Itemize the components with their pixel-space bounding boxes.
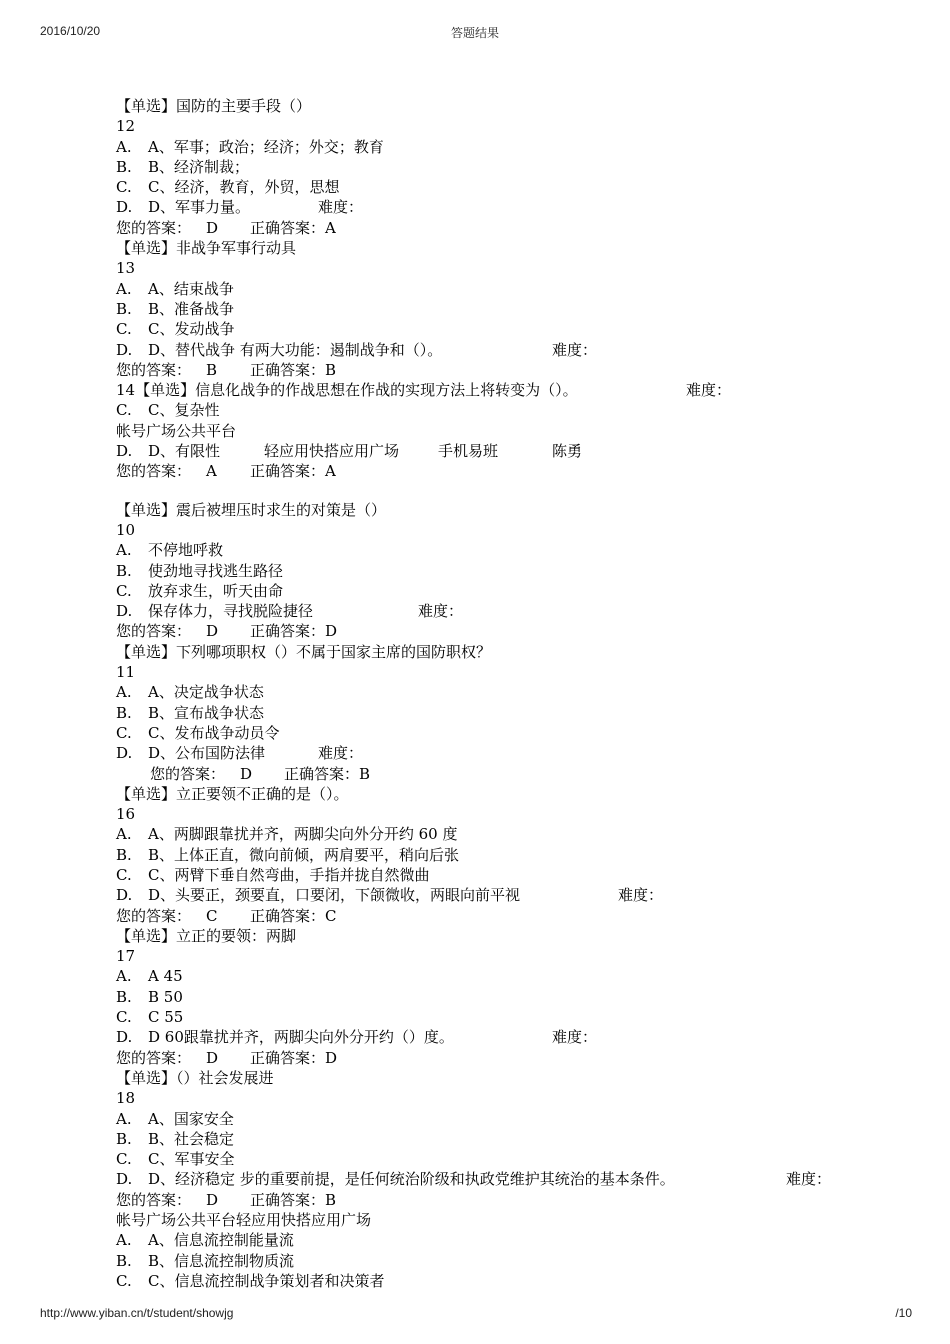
- line-text: A.: [116, 967, 132, 986]
- text-line: [116, 764, 916, 784]
- print-date: 2016/10/20: [40, 24, 101, 38]
- line-segment: A、军事；政治；经济；外交；教育: [148, 137, 384, 156]
- line-segment: 难度：: [552, 1028, 598, 1047]
- line-segment: B、社会稳定: [148, 1129, 235, 1148]
- text-line: [116, 743, 916, 763]
- text-line: [116, 1088, 916, 1108]
- line-text: D.: [116, 198, 133, 217]
- line-text: 16: [116, 805, 136, 824]
- text-line: [116, 784, 916, 804]
- text-line: [116, 1169, 916, 1189]
- line-segment: 正确答案：A: [250, 218, 336, 237]
- line-segment: 难度：: [318, 198, 364, 217]
- text-line: [116, 1068, 916, 1088]
- line-text: 14【单选】信息化战争的作战思想在作战的实现方法上将转变为（）。: [116, 381, 578, 400]
- quiz-results-list: [116, 96, 916, 1291]
- line-text: A.: [116, 1231, 132, 1250]
- line-text: A.: [116, 825, 132, 844]
- text-line: [116, 299, 916, 319]
- line-segment: 难度：: [686, 381, 732, 400]
- line-text: D.: [116, 602, 133, 621]
- text-line: [116, 1007, 916, 1027]
- line-text: C.: [116, 178, 132, 197]
- text-line: [116, 987, 916, 1007]
- text-line: [116, 845, 916, 865]
- text-line: [116, 500, 916, 520]
- text-line: [116, 360, 916, 380]
- line-text: D.: [116, 886, 133, 905]
- text-line: [116, 400, 916, 420]
- text-line: [116, 662, 916, 682]
- line-segment: 陈勇: [552, 442, 583, 461]
- text-line: [116, 865, 916, 885]
- line-text: C.: [116, 1271, 132, 1290]
- line-text: 【单选】震后被埋压时求生的对策是（）: [116, 500, 387, 519]
- line-segment: A、决定战争状态: [148, 683, 264, 702]
- line-text: A.: [116, 683, 132, 702]
- text-line: [116, 157, 916, 177]
- line-segment: 正确答案：C: [250, 906, 337, 925]
- text-line: [116, 340, 916, 360]
- line-text: D.: [116, 442, 133, 461]
- line-segment: C、信息流控制战争策划者和决策者: [148, 1271, 385, 1290]
- line-text: C.: [116, 401, 132, 420]
- line-text: 帐号广场公共平台轻应用快搭应用广场: [116, 1211, 372, 1230]
- text-line: [116, 197, 916, 217]
- text-line: [116, 926, 916, 946]
- line-segment: 正确答案：D: [250, 1048, 338, 1067]
- text-line: [116, 885, 916, 905]
- text-line: [116, 946, 916, 966]
- line-segment: 正确答案：A: [250, 462, 336, 481]
- line-text: B.: [116, 1251, 132, 1270]
- line-text: D.: [116, 1028, 133, 1047]
- text-line: [116, 966, 916, 986]
- line-text: 您的答案：: [116, 218, 192, 237]
- line-segment: 正确答案：B: [250, 1190, 337, 1209]
- text-line: [116, 1129, 916, 1149]
- text-line: [116, 258, 916, 278]
- line-segment: C、军事安全: [148, 1150, 235, 1169]
- line-text: 【单选】非战争军事行动具: [116, 239, 297, 258]
- line-segment: D: [206, 622, 219, 641]
- text-line: [116, 723, 916, 743]
- line-text: A.: [116, 279, 132, 298]
- line-text: A.: [116, 1109, 132, 1128]
- line-text: B.: [116, 703, 132, 722]
- line-segment: D、公布国防法律: [148, 744, 266, 763]
- text-line: [116, 279, 916, 299]
- line-text: 帐号广场公共平台: [116, 421, 237, 440]
- line-segment: C、经济，教育，外贸，思想: [148, 178, 340, 197]
- text-line: [116, 703, 916, 723]
- line-segment: 保存体力，寻找脱险捷径: [148, 602, 314, 621]
- line-text: 17: [116, 947, 136, 966]
- line-text: 18: [116, 1089, 136, 1108]
- line-segment: D 60跟靠扰并齐，两脚尖向外分开约（）度。: [148, 1028, 454, 1047]
- line-text: 您的答案：: [116, 360, 192, 379]
- text-line: [116, 621, 916, 641]
- line-text: 您的答案：: [150, 764, 226, 783]
- line-text: B.: [116, 1129, 132, 1148]
- text-line: [116, 177, 916, 197]
- line-text: C.: [116, 1150, 132, 1169]
- line-segment: A 45: [148, 967, 183, 986]
- page-title: 答题结果: [450, 26, 499, 40]
- text-line: [116, 1210, 916, 1230]
- line-text: 【单选】国防的主要手段（）: [116, 97, 312, 115]
- line-text: 您的答案：: [116, 462, 192, 481]
- line-text: D.: [116, 744, 133, 763]
- text-line: [116, 96, 916, 116]
- line-text: 【单选】立正要领不正确的是（）。: [116, 784, 349, 803]
- line-segment: B、信息流控制物质流: [148, 1251, 295, 1270]
- line-text: 12: [116, 117, 136, 136]
- line-segment: D、有限性: [148, 442, 221, 461]
- text-line: [116, 1190, 916, 1210]
- line-text: 11: [116, 663, 136, 682]
- text-line: [116, 218, 916, 238]
- text-line: [116, 682, 916, 702]
- text-line: [116, 137, 916, 157]
- line-segment: 不停地呼救: [148, 541, 224, 560]
- line-segment: A、国家安全: [148, 1109, 234, 1128]
- text-line: [116, 520, 916, 540]
- line-segment: D、军事力量。: [148, 198, 251, 217]
- text-line: [116, 804, 916, 824]
- text-line: [116, 581, 916, 601]
- line-text: B.: [116, 299, 132, 318]
- line-segment: B、宣布战争状态: [148, 703, 265, 722]
- line-segment: D: [206, 218, 219, 237]
- line-text: C.: [116, 320, 132, 339]
- line-text: A.: [116, 541, 132, 560]
- text-line: [116, 461, 916, 481]
- line-text: C.: [116, 723, 132, 742]
- text-line: [116, 824, 916, 844]
- line-segment: 难度：: [786, 1170, 832, 1189]
- line-text: D.: [116, 340, 133, 359]
- text-line: [116, 601, 916, 621]
- line-text: C.: [116, 865, 132, 884]
- text-line: [116, 1149, 916, 1169]
- text-line: [116, 421, 916, 441]
- line-segment: B: [206, 360, 218, 379]
- line-segment: A、信息流控制能量流: [148, 1231, 294, 1250]
- line-text: A.: [116, 137, 132, 156]
- line-text: 【单选】（）社会发展进: [116, 1068, 274, 1087]
- line-segment: B、上体正直，微向前倾，两肩要平，稍向后张: [148, 845, 460, 864]
- line-segment: D、替代战争 有两大功能：遏制战争和（）。: [148, 340, 443, 359]
- line-segment: 难度：: [318, 744, 364, 763]
- line-segment: D: [206, 1190, 219, 1209]
- line-segment: C: [206, 906, 218, 925]
- line-segment: B、经济制裁；: [148, 157, 250, 176]
- line-text: B.: [116, 157, 132, 176]
- line-segment: 正确答案：B: [250, 360, 337, 379]
- line-segment: D: [240, 764, 253, 783]
- line-segment: B 50: [148, 987, 183, 1006]
- line-segment: C、发布战争动员令: [148, 723, 280, 742]
- line-text: 您的答案：: [116, 1190, 192, 1209]
- text-line: [116, 540, 916, 560]
- text-line: [116, 1251, 916, 1271]
- line-segment: D、经济稳定 步的重要前提，是任何统治阶级和执政党维护其统治的基本条件。: [148, 1170, 675, 1189]
- line-text: 10: [116, 520, 136, 539]
- line-segment: 手机易班: [438, 442, 499, 461]
- text-line: [116, 906, 916, 926]
- text-line: [116, 1271, 916, 1291]
- line-text: 您的答案：: [116, 1048, 192, 1067]
- line-segment: D: [206, 1048, 219, 1067]
- line-segment: C、两臂下垂自然弯曲，手指并拢自然微曲: [148, 865, 430, 884]
- line-segment: C、复杂性: [148, 401, 220, 420]
- line-segment: 使劲地寻找逃生路径: [148, 561, 284, 580]
- text-line: [116, 1048, 916, 1068]
- line-text: C.: [116, 581, 132, 600]
- footer-url[interactable]: http://www.yiban.cn/t/student/showjg: [40, 1306, 234, 1320]
- line-segment: 难度：: [618, 886, 664, 905]
- line-text: B.: [116, 845, 132, 864]
- line-text: 13: [116, 259, 136, 278]
- text-line: [116, 238, 916, 258]
- text-line: [116, 642, 916, 662]
- text-line: [116, 1230, 916, 1250]
- line-segment: 难度：: [418, 602, 464, 621]
- line-segment: 正确答案：B: [284, 764, 371, 783]
- text-line: [116, 441, 916, 461]
- line-segment: B、准备战争: [148, 299, 235, 318]
- text-line: [116, 1109, 916, 1129]
- line-segment: 放弃求生，听天由命: [148, 581, 284, 600]
- line-text: 您的答案：: [116, 906, 192, 925]
- text-line: [116, 561, 916, 581]
- line-text: B.: [116, 987, 132, 1006]
- line-segment: 轻应用快搭应用广场: [264, 442, 400, 461]
- line-text: D.: [116, 1170, 133, 1189]
- line-text: C.: [116, 1008, 132, 1027]
- text-line: [116, 319, 916, 339]
- line-text: 【单选】立正的要领：两脚: [116, 926, 297, 945]
- text-line: [116, 380, 916, 400]
- line-segment: A: [206, 462, 217, 481]
- line-segment: 正确答案：D: [250, 622, 338, 641]
- line-text: 您的答案：: [116, 622, 192, 641]
- line-text: 【单选】下列哪项职权（）不属于国家主席的国防职权？: [116, 642, 492, 661]
- page-number: /10: [895, 1306, 912, 1320]
- line-text: B.: [116, 561, 132, 580]
- line-segment: 难度：: [552, 340, 598, 359]
- line-segment: C、发动战争: [148, 320, 235, 339]
- line-segment: D、头要正，颈要直，口要闭，下颌微收，两眼向前平视: [148, 886, 521, 905]
- line-segment: A、两脚跟靠扰并齐，两脚尖向外分开约 60 度: [148, 825, 458, 844]
- text-line: [116, 116, 916, 136]
- line-segment: C 55: [148, 1008, 184, 1027]
- text-line: [116, 1027, 916, 1047]
- line-segment: A、结束战争: [148, 279, 234, 298]
